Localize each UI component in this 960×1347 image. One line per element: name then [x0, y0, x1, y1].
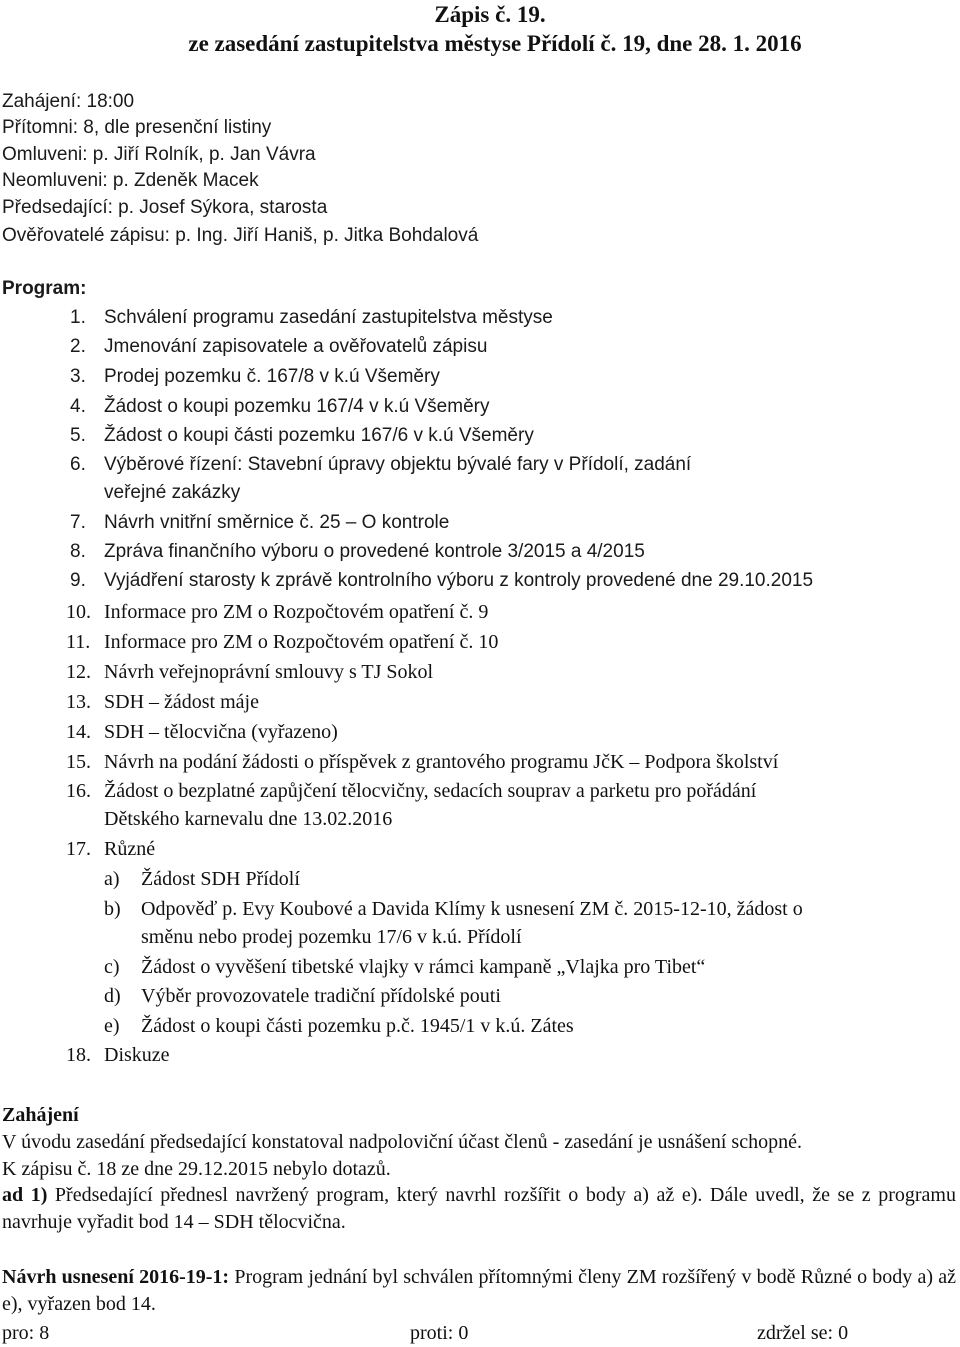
program-item: 15. [66, 751, 91, 773]
program-item: 3. [70, 366, 86, 387]
program-item: 2. [70, 336, 86, 357]
program-item-text: Zpráva finančního výboru o provedené kontrole 3/2015 a 4/2015 [104, 541, 645, 562]
header-predsedajici: Předsedající: p. Josef Sýkora, starosta [2, 197, 328, 218]
program-item-text: SDH – tělocvična (vyřazeno) [104, 721, 338, 743]
program-item-text: Návrh veřejnoprávní smlouvy s TJ Sokol [104, 661, 434, 683]
program-item: 12. [66, 661, 91, 683]
program-item-text-cont: Dětského karnevalu dne 13.02.2016 [104, 808, 393, 830]
program-item-text: Návrh na podání žádosti o příspěvek z grantového programu JčK – Podpora školství [104, 751, 779, 773]
program-item: 6. [70, 454, 86, 475]
sub-item-letter: c) [104, 956, 120, 978]
resolution-label: Návrh usnesení 2016-19-1: [2, 1266, 230, 1288]
resolution-paragraph [2, 1264, 956, 1318]
program-item-text: Prodej pozemku č. 167/8 v k.ú Všeměry [104, 366, 440, 387]
program-item-text: Diskuze [104, 1044, 170, 1066]
program-item: 10. [66, 601, 91, 623]
document-title: Zápis č. 19. [434, 2, 546, 27]
program-item: 18. [66, 1044, 91, 1066]
header-omluveni: Omluveni: p. Jiří Rolník, p. Jan Vávra [2, 144, 316, 165]
program-item-text: Návrh vnitřní směrnice č. 25 – O kontrole [104, 512, 450, 533]
program-item-text: Žádost o bezplatné zapůjčení tělocvičny, sedacích souprav a parketu pro pořádání [104, 780, 757, 802]
sub-item-letter: d) [104, 985, 121, 1007]
program-item-text: Schválení programu zasedání zastupitelstva městyse [104, 307, 553, 328]
program-label: Program: [2, 278, 87, 299]
sub-item-letter: a) [104, 868, 120, 890]
program-item: 9. [70, 570, 86, 591]
resolution-text: Program jednání byl schválen přítomnými členy ZM rozšířený v bodě Různé o body a) až e), vyřazen bod 14. [2, 1266, 957, 1315]
sub-item-letter: b) [104, 898, 121, 920]
header-overovatele: Ověřovatelé zápisu: p. Ing. Jiří Haniš, p. Jitka Bohdalová [2, 225, 479, 246]
program-item: 17. [66, 838, 91, 860]
vote-proti: proti: 0 [410, 1322, 469, 1344]
ad1-paragraph [2, 1182, 956, 1236]
program-item-text: Různé [104, 838, 156, 860]
program-item: 1. [70, 307, 86, 328]
sub-item-text: Odpověď p. Evy Koubové a Davida Klímy k usnesení ZM č. 2015-12-10, žádost o [141, 898, 803, 920]
sub-item-text-cont: směnu nebo prodej pozemku 17/6 v k.ú. Přídolí [141, 926, 522, 948]
sub-item-text: Žádost o vyvěšení tibetské vlajky v rámci kampaně „Vlajka pro Tibet“ [141, 956, 706, 978]
program-item: 5. [70, 425, 86, 446]
sub-item-text: Žádost o koupi části pozemku p.č. 1945/1 v k.ú. Zátes [141, 1015, 574, 1037]
vote-pro: pro: 8 [2, 1322, 50, 1344]
vote-zdrzel: zdržel se: 0 [757, 1322, 849, 1344]
program-item: 4. [70, 396, 86, 417]
sub-item-text: Žádost SDH Přídolí [141, 868, 300, 890]
program-item: 11. [66, 631, 91, 653]
section-heading-zahajeni: Zahájení [2, 1104, 79, 1126]
ad1-label: ad 1) [2, 1184, 48, 1206]
sub-item-letter: e) [104, 1015, 120, 1037]
program-item-text: Vyjádření starosty k zprávě kontrolního výboru z kontroly provedené dne 29.10.2015 [104, 570, 814, 591]
sub-item-text: Výběr provozovatele tradiční přídolské pouti [141, 985, 501, 1007]
program-item-text: Výběrové řízení: Stavební úpravy objektu bývalé fary v Přídolí, zadání [104, 454, 692, 475]
program-item-text: Informace pro ZM o Rozpočtovém opatření č. 10 [104, 631, 499, 653]
program-item: 16. [66, 780, 91, 802]
program-item: 8. [70, 541, 86, 562]
document-subtitle: ze zasedání zastupitelstva městyse Přídolí č. 19, dne 28. 1. 2016 [188, 31, 802, 56]
program-item-text: Žádost o koupi pozemku 167/4 v k.ú Všeměry [104, 396, 490, 417]
zahajeni-paragraph: V úvodu zasedání předsedající konstatoval nadpoloviční účast členů - zasedání je usnášení schopné. [2, 1131, 802, 1153]
zahajeni-minutes-note: K zápisu č. 18 ze dne 29.12.2015 nebylo dotazů. [2, 1158, 391, 1180]
program-item-text: Žádost o koupi části pozemku 167/6 v k.ú Všeměry [104, 425, 534, 446]
program-item: 7. [70, 512, 86, 533]
header-neomluveni: Neomluveni: p. Zdeněk Macek [2, 170, 259, 191]
program-item: 14. [66, 721, 91, 743]
program-item: 13. [66, 691, 91, 713]
program-item-text-cont: veřejné zakázky [104, 482, 241, 503]
program-item-text: Jmenování zapisovatele a ověřovatelů zápisu [104, 336, 488, 357]
header-zahajeni: Zahájení: 18:00 [2, 91, 135, 112]
program-item-text: Informace pro ZM o Rozpočtovém opatření č. 9 [104, 601, 489, 623]
header-pritomni: Přítomni: 8, dle presenční listiny [2, 117, 272, 138]
program-item-text: SDH – žádost máje [104, 691, 259, 713]
ad1-text: Předsedající přednesl navržený program, který navrhl rozšířit o body a) až e). Dále uvedl, že se z programu navrhuje vyřadit bod 14 – SDH tělocvična. [2, 1184, 956, 1233]
